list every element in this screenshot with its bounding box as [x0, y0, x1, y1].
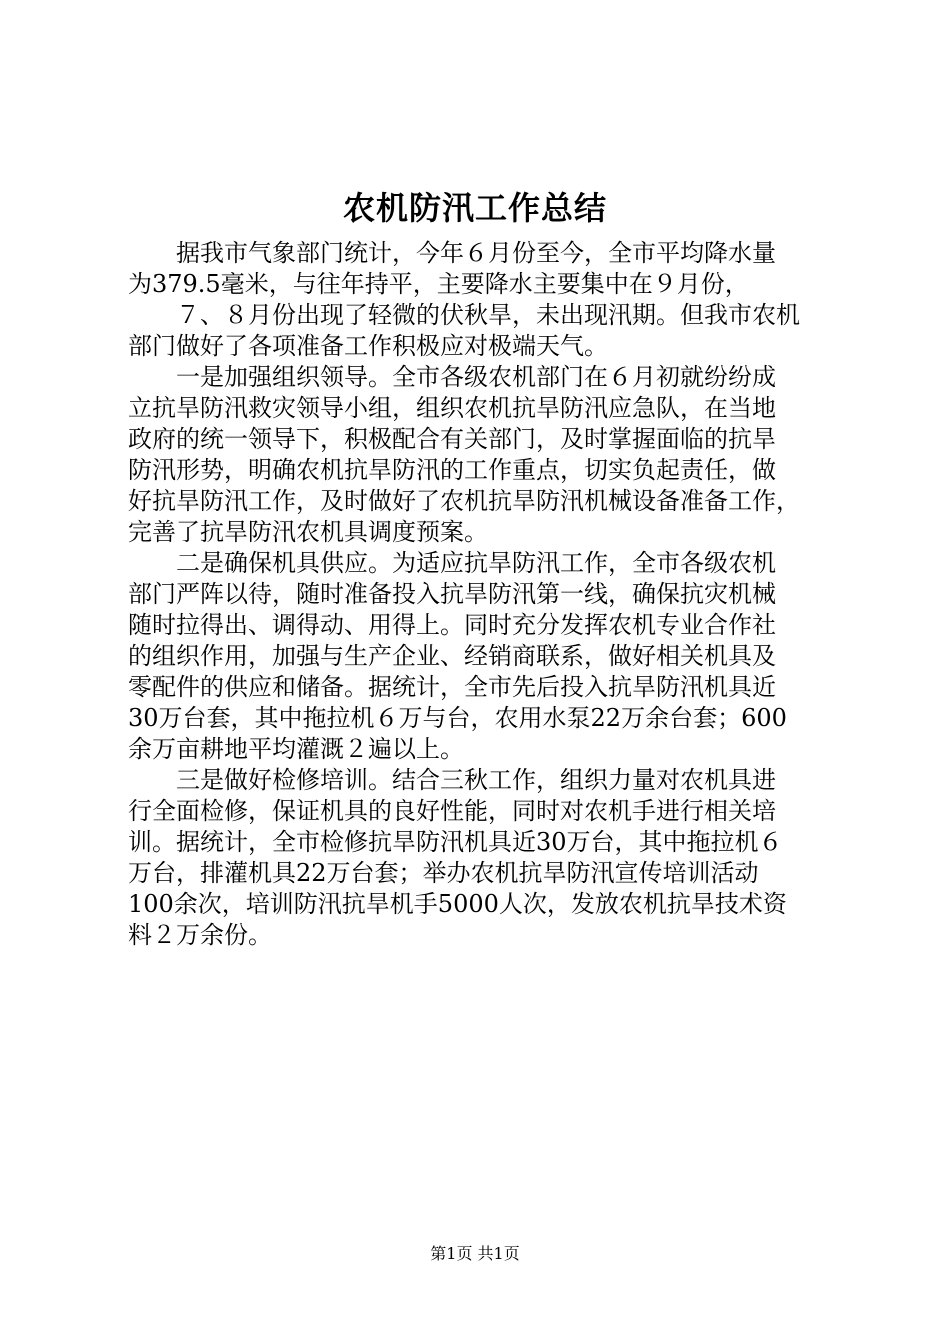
body-line: 一是加强组织领导。全市各级农机部门在６月初就纷纷成 — [128, 363, 776, 391]
page-footer: 第1页 共1页 — [430, 1244, 520, 1263]
body-line: 的组织作用，加强与生产企业、经销商联系，做好相关机具及 — [128, 642, 776, 670]
body-line: 政府的统一领导下，积极配合有关部门，及时掌握面临的抗旱 — [128, 425, 776, 453]
body-line: 防汛形势，明确农机抗旱防汛的工作重点，切实负起责任，做 — [128, 456, 776, 484]
body-line: 万台，排灌机具22万台套；举办农机抗旱防汛宣传培训活动 — [128, 859, 759, 887]
body-line: 随时拉得出、调得动、用得上。同时充分发挥农机专业合作社 — [128, 611, 776, 639]
body-line: 部门做好了各项准备工作积极应对极端天气。 — [128, 332, 608, 360]
body-line: ７、８月份出现了轻微的伏秋旱，未出现汛期。但我市农机 — [128, 301, 800, 329]
body-line: 料２万余份。 — [128, 921, 272, 949]
body-line: 三是做好检修培训。结合三秋工作，组织力量对农机具进 — [128, 766, 776, 794]
body-line: 二是确保机具供应。为适应抗旱防汛工作，全市各级农机 — [128, 549, 776, 577]
body-line: 立抗旱防汛救灾领导小组，组织农机抗旱防汛应急队，在当地 — [128, 394, 776, 422]
body-line: 30万台套，其中拖拉机６万与台，农用水泵22万余台套；600 — [128, 704, 787, 732]
body-line: 完善了抗旱防汛农机具调度预案。 — [128, 518, 488, 546]
body-line: 据我市气象部门统计，今年６月份至今，全市平均降水量 — [128, 239, 776, 267]
body-line: 零配件的供应和储备。据统计，全市先后投入抗旱防汛机具近 — [128, 673, 776, 701]
body-line: 100余次，培训防汛抗旱机手5000人次，发放农机抗旱技术资 — [128, 890, 787, 918]
body-line: 部门严阵以待，随时准备投入抗旱防汛第一线，确保抗灾机械 — [128, 580, 776, 608]
document-title: 农机防汛工作总结 — [342, 189, 607, 227]
body-line: 行全面检修，保证机具的良好性能，同时对农机手进行相关培 — [128, 797, 776, 825]
body-line: 为379.5毫米，与往年持平，主要降水主要集中在９月份， — [128, 270, 749, 298]
document-body — [128, 238, 840, 951]
body-line: 余万亩耕地平均灌溉２遍以上。 — [128, 735, 464, 763]
body-line: 训。据统计，全市检修抗旱防汛机具近30万台，其中拖拉机６ — [128, 828, 783, 856]
body-line: 好抗旱防汛工作，及时做好了农机抗旱防汛机械设备准备工作， — [128, 487, 800, 515]
